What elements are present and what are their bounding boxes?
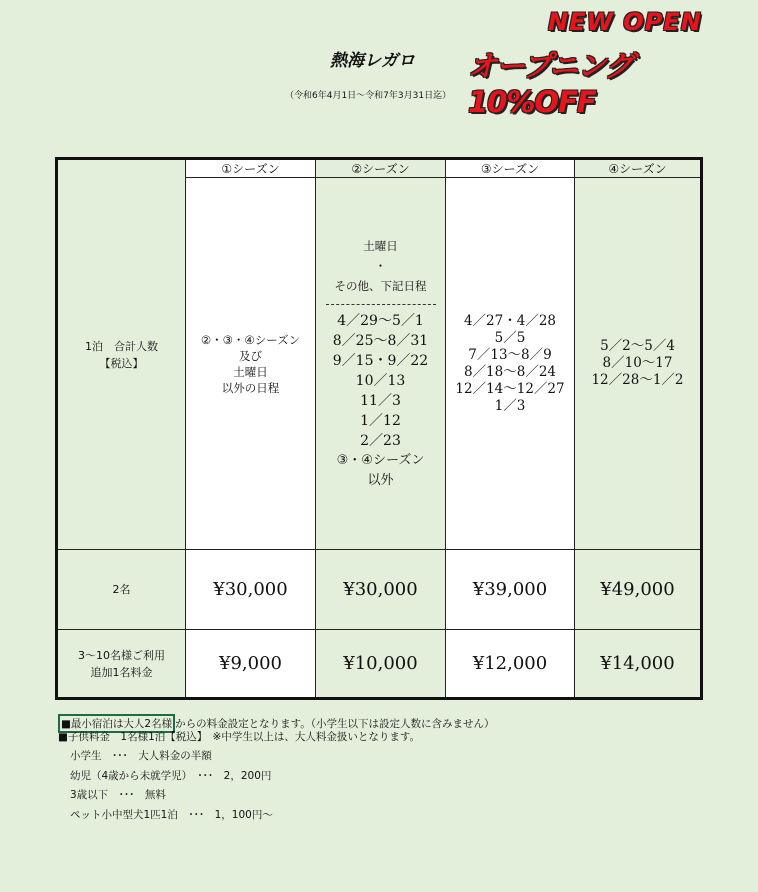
date-line: ・ [374,259,387,273]
date-line: 以外 [367,473,394,488]
price-cell: ¥9,000 [186,630,316,697]
date-line: 11／3 [360,393,401,409]
notes [58,714,495,824]
label-line: 3～10名様ご利用 [78,648,165,662]
note-under-3: 3歳以下 ･･･ 無料 [70,789,166,801]
date-line: 7／13～8／9 [468,346,552,363]
price-cell: ¥12,000 [446,630,575,697]
date-line: 8／25～8／31 [332,333,429,349]
date-line: 土曜日 [233,364,268,379]
date-line: 4／29～5／1 [337,313,424,329]
row-label-additional [58,630,186,697]
date-line: 1／3 [494,397,526,414]
header-season-1: ①シーズン [186,160,316,178]
note-infant: 幼児（4歳から未就学児） ･･･ 2，200円 [70,769,272,782]
page-title: 熱海レガロ [330,51,415,71]
date-line: 8／18～8／24 [463,363,557,380]
date-line: 9／15・9／22 [332,353,429,369]
date-line: その他、下記日程 [334,279,427,293]
header-season-2: ②シーズン [316,160,446,178]
divider [326,304,436,305]
date-line: 土曜日 [363,239,398,253]
row-label-2-people [58,550,186,630]
date-line: 8／10～17 [602,355,673,371]
header-season-4: ④シーズン [575,160,700,178]
note-min-guests: からの料金設定となります。（小学生以下は設定人数に含みません） [175,718,495,730]
note-min-guests-highlight: ■最小宿泊は大人2名様 [58,714,175,733]
validity-period: （令和6年4月1日～令和7年3月31日迄） [285,91,452,101]
header-season-3: ③シーズン [446,160,575,178]
date-line: 5／5 [494,329,526,346]
price-cell: ¥30,000 [186,550,316,630]
promo-discount: オープニング10%OFF [468,49,633,119]
date-line: 12／28～1／2 [591,372,684,388]
promo-new-open: NEW OPEN [548,8,702,36]
date-line: 10／13 [355,373,406,389]
date-line: 5／2～5／4 [600,338,675,354]
note-child-fee: ■子供料金 1名様1泊【税込】 ※中学生以上は、大人料金扱いとなります。 [58,730,420,743]
price-cell: ¥14,000 [575,630,700,697]
price-table [55,157,703,700]
price-cell: ¥10,000 [316,630,446,697]
season-4-dates [575,178,700,550]
label-line: 1泊 合計人数 [85,339,158,353]
date-line: 以外の日程 [221,380,280,395]
note-elementary: 小学生 ･･･ 大人料金の半額 [70,750,212,762]
date-line: 12／14～12／27 [455,380,565,397]
label-line: 2名 [112,583,131,596]
date-line: ③・④シーズン [336,453,425,468]
row-label-nights [58,160,186,550]
date-line: ②・③・④シーズン [200,332,301,347]
date-line: 及び [238,348,262,363]
date-line: 1／12 [360,413,401,429]
season-3-dates [446,178,575,550]
note-pet: ペット小中型犬1匹1泊 ･･･ 1，100円～ [70,808,273,821]
season-2-dates [316,178,446,550]
date-line: 2／23 [360,433,401,449]
price-cell: ¥30,000 [316,550,446,630]
label-line: 【税込】 [99,356,144,370]
season-1-dates [186,178,316,550]
label-line: 追加1名料金 [90,665,153,679]
price-cell: ¥49,000 [575,550,700,630]
price-cell: ¥39,000 [446,550,575,630]
date-line: 4／27・4／28 [463,312,557,329]
